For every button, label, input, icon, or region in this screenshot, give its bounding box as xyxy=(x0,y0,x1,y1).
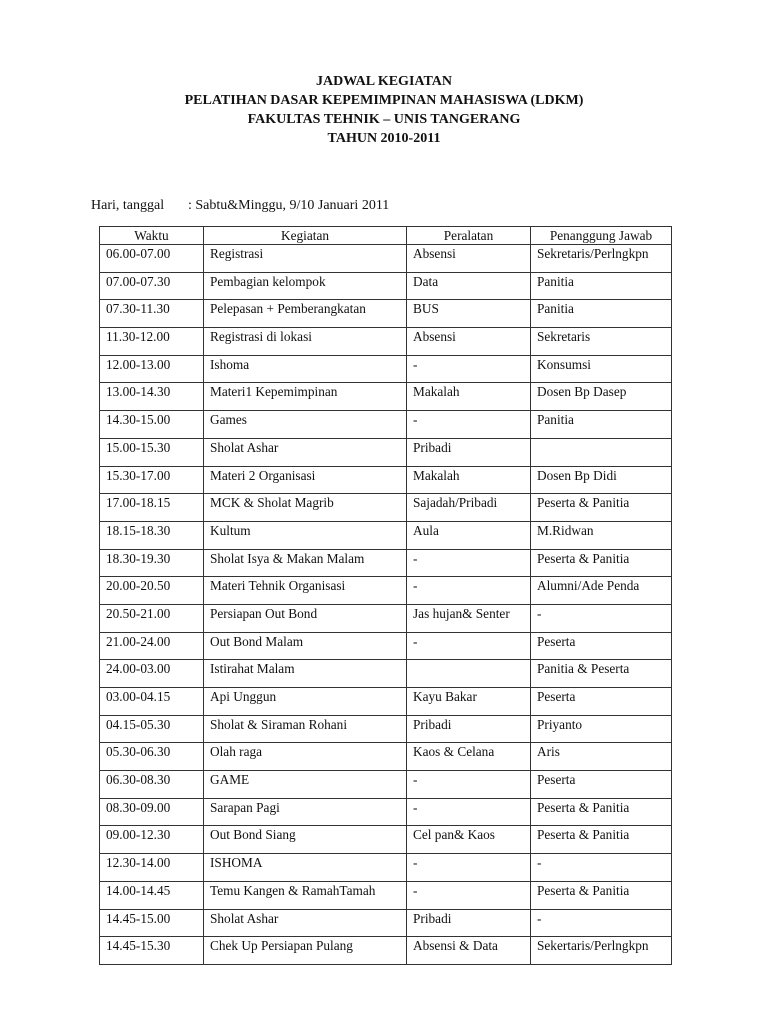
table-row xyxy=(100,438,672,466)
cell-penanggung-jawab: Sekretaris xyxy=(531,328,672,356)
cell-kegiatan: ISHOMA xyxy=(204,854,407,882)
table-row xyxy=(100,909,672,937)
cell-peralatan: Absensi xyxy=(407,245,531,273)
table-row xyxy=(100,771,672,799)
table-row xyxy=(100,521,672,549)
cell-peralatan: Pribadi xyxy=(407,438,531,466)
cell-penanggung-jawab: - xyxy=(531,909,672,937)
cell-waktu: 17.00-18.15 xyxy=(100,494,204,522)
cell-waktu: 06.30-08.30 xyxy=(100,771,204,799)
table-row xyxy=(100,881,672,909)
cell-kegiatan: Registrasi di lokasi xyxy=(204,328,407,356)
faculty-line: FAKULTAS TEHNIK – UNIS TANGERANG xyxy=(247,112,521,127)
cell-penanggung-jawab: M.Ridwan xyxy=(531,521,672,549)
cell-waktu: 20.50-21.00 xyxy=(100,604,204,632)
cell-penanggung-jawab: Peserta xyxy=(531,688,672,716)
cell-peralatan: BUS xyxy=(407,300,531,328)
table-row xyxy=(100,798,672,826)
table-row xyxy=(100,494,672,522)
cell-peralatan: Kayu Bakar xyxy=(407,688,531,716)
cell-waktu: 14.45-15.00 xyxy=(100,909,204,937)
table-row xyxy=(100,355,672,383)
cell-waktu: 13.00-14.30 xyxy=(100,383,204,411)
cell-waktu: 09.00-12.30 xyxy=(100,826,204,854)
cell-kegiatan: Chek Up Persiapan Pulang xyxy=(204,937,407,965)
cell-kegiatan: Sholat Isya & Makan Malam xyxy=(204,549,407,577)
table-row xyxy=(100,245,672,273)
cell-kegiatan: Persiapan Out Bond xyxy=(204,604,407,632)
date-value: : Sabtu&Minggu, 9/10 Januari 2011 xyxy=(188,198,390,213)
cell-kegiatan: Pembagian kelompok xyxy=(204,272,407,300)
table-row xyxy=(100,826,672,854)
cell-peralatan xyxy=(407,660,531,688)
cell-peralatan: - xyxy=(407,355,531,383)
table-row xyxy=(100,466,672,494)
table-row xyxy=(100,577,672,605)
cell-peralatan: - xyxy=(407,771,531,799)
schedule-table xyxy=(99,226,672,965)
cell-penanggung-jawab: Panitia xyxy=(531,300,672,328)
cell-kegiatan: GAME xyxy=(204,771,407,799)
table-row xyxy=(100,937,672,965)
cell-peralatan: - xyxy=(407,798,531,826)
cell-kegiatan: Out Bond Malam xyxy=(204,632,407,660)
cell-penanggung-jawab: Peserta xyxy=(531,771,672,799)
table-row xyxy=(100,328,672,356)
cell-peralatan: Jas hujan& Senter xyxy=(407,604,531,632)
date-info xyxy=(91,198,389,214)
cell-penanggung-jawab: Panitia & Peserta xyxy=(531,660,672,688)
cell-waktu: 14.00-14.45 xyxy=(100,881,204,909)
cell-penanggung-jawab: Alumni/Ade Penda xyxy=(531,577,672,605)
cell-peralatan: Aula xyxy=(407,521,531,549)
cell-kegiatan: Materi1 Kepemimpinan xyxy=(204,383,407,411)
table-row xyxy=(100,383,672,411)
cell-waktu: 11.30-12.00 xyxy=(100,328,204,356)
cell-waktu: 14.30-15.00 xyxy=(100,411,204,439)
cell-kegiatan: Materi 2 Organisasi xyxy=(204,466,407,494)
cell-peralatan: Pribadi xyxy=(407,715,531,743)
cell-peralatan: Data xyxy=(407,272,531,300)
cell-penanggung-jawab: Peserta & Panitia xyxy=(531,549,672,577)
cell-peralatan: Pribadi xyxy=(407,909,531,937)
cell-kegiatan: Sholat Ashar xyxy=(204,909,407,937)
cell-penanggung-jawab xyxy=(531,438,672,466)
cell-penanggung-jawab: Panitia xyxy=(531,272,672,300)
cell-peralatan: - xyxy=(407,632,531,660)
cell-kegiatan: Pelepasan + Pemberangkatan xyxy=(204,300,407,328)
cell-penanggung-jawab: Peserta & Panitia xyxy=(531,798,672,826)
cell-penanggung-jawab: Peserta & Panitia xyxy=(531,494,672,522)
cell-peralatan: - xyxy=(407,854,531,882)
cell-penanggung-jawab: Priyanto xyxy=(531,715,672,743)
table-row xyxy=(100,688,672,716)
header-waktu: Waktu xyxy=(100,227,204,245)
cell-waktu: 06.00-07.00 xyxy=(100,245,204,273)
cell-peralatan: Absensi & Data xyxy=(407,937,531,965)
cell-kegiatan: MCK & Sholat Magrib xyxy=(204,494,407,522)
cell-waktu: 07.00-07.30 xyxy=(100,272,204,300)
cell-kegiatan: Materi Tehnik Organisasi xyxy=(204,577,407,605)
cell-kegiatan: Sholat Ashar xyxy=(204,438,407,466)
cell-waktu: 05.30-06.30 xyxy=(100,743,204,771)
cell-penanggung-jawab: Sekretaris/Perlngkpn xyxy=(531,245,672,273)
cell-waktu: 15.30-17.00 xyxy=(100,466,204,494)
table-row xyxy=(100,854,672,882)
table-row xyxy=(100,604,672,632)
cell-peralatan: Cel pan& Kaos xyxy=(407,826,531,854)
cell-penanggung-jawab: - xyxy=(531,604,672,632)
cell-penanggung-jawab: Peserta & Panitia xyxy=(531,826,672,854)
cell-waktu: 14.45-15.30 xyxy=(100,937,204,965)
cell-penanggung-jawab: Aris xyxy=(531,743,672,771)
table-row xyxy=(100,715,672,743)
table-row xyxy=(100,272,672,300)
cell-kegiatan: Olah raga xyxy=(204,743,407,771)
cell-waktu: 04.15-05.30 xyxy=(100,715,204,743)
cell-waktu: 12.00-13.00 xyxy=(100,355,204,383)
table-row xyxy=(100,411,672,439)
header-penanggung-jawab: Penanggung Jawab xyxy=(531,227,672,245)
table-row xyxy=(100,660,672,688)
header-peralatan: Peralatan xyxy=(407,227,531,245)
cell-waktu: 12.30-14.00 xyxy=(100,854,204,882)
cell-waktu: 24.00-03.00 xyxy=(100,660,204,688)
cell-penanggung-jawab: Dosen Bp Dasep xyxy=(531,383,672,411)
cell-waktu: 03.00-04.15 xyxy=(100,688,204,716)
cell-waktu: 18.15-18.30 xyxy=(100,521,204,549)
cell-waktu: 20.00-20.50 xyxy=(100,577,204,605)
cell-kegiatan: Ishoma xyxy=(204,355,407,383)
cell-waktu: 15.00-15.30 xyxy=(100,438,204,466)
cell-peralatan: Makalah xyxy=(407,466,531,494)
cell-peralatan: - xyxy=(407,881,531,909)
cell-kegiatan: Temu Kangen & RamahTamah xyxy=(204,881,407,909)
cell-peralatan: Kaos & Celana xyxy=(407,743,531,771)
cell-penanggung-jawab: Panitia xyxy=(531,411,672,439)
document-subtitle: PELATIHAN DASAR KEPEMIMPINAN MAHASISWA (LDKM) xyxy=(184,93,584,108)
cell-kegiatan: Istirahat Malam xyxy=(204,660,407,688)
cell-peralatan: Absensi xyxy=(407,328,531,356)
cell-kegiatan: Kultum xyxy=(204,521,407,549)
cell-penanggung-jawab: Dosen Bp Didi xyxy=(531,466,672,494)
year-line: TAHUN 2010-2011 xyxy=(327,131,441,146)
cell-peralatan: - xyxy=(407,411,531,439)
cell-waktu: 18.30-19.30 xyxy=(100,549,204,577)
table-row xyxy=(100,743,672,771)
cell-kegiatan: Registrasi xyxy=(204,245,407,273)
cell-waktu: 21.00-24.00 xyxy=(100,632,204,660)
table-header-row xyxy=(100,227,672,245)
cell-penanggung-jawab: Konsumsi xyxy=(531,355,672,383)
cell-penanggung-jawab: - xyxy=(531,854,672,882)
cell-peralatan: - xyxy=(407,549,531,577)
cell-waktu: 07.30-11.30 xyxy=(100,300,204,328)
cell-kegiatan: Sarapan Pagi xyxy=(204,798,407,826)
table-row xyxy=(100,300,672,328)
cell-peralatan: - xyxy=(407,577,531,605)
cell-kegiatan: Out Bond Siang xyxy=(204,826,407,854)
header-kegiatan: Kegiatan xyxy=(204,227,407,245)
date-label: Hari, tanggal xyxy=(91,198,165,213)
cell-penanggung-jawab: Peserta xyxy=(531,632,672,660)
table-row xyxy=(100,549,672,577)
cell-kegiatan: Games xyxy=(204,411,407,439)
cell-kegiatan: Sholat & Siraman Rohani xyxy=(204,715,407,743)
cell-kegiatan: Api Unggun xyxy=(204,688,407,716)
cell-peralatan: Makalah xyxy=(407,383,531,411)
cell-waktu: 08.30-09.00 xyxy=(100,798,204,826)
cell-peralatan: Sajadah/Pribadi xyxy=(407,494,531,522)
document-title: JADWAL KEGIATAN xyxy=(315,74,452,89)
cell-penanggung-jawab: Sekertaris/Perlngkpn xyxy=(531,937,672,965)
cell-penanggung-jawab: Peserta & Panitia xyxy=(531,881,672,909)
table-row xyxy=(100,632,672,660)
